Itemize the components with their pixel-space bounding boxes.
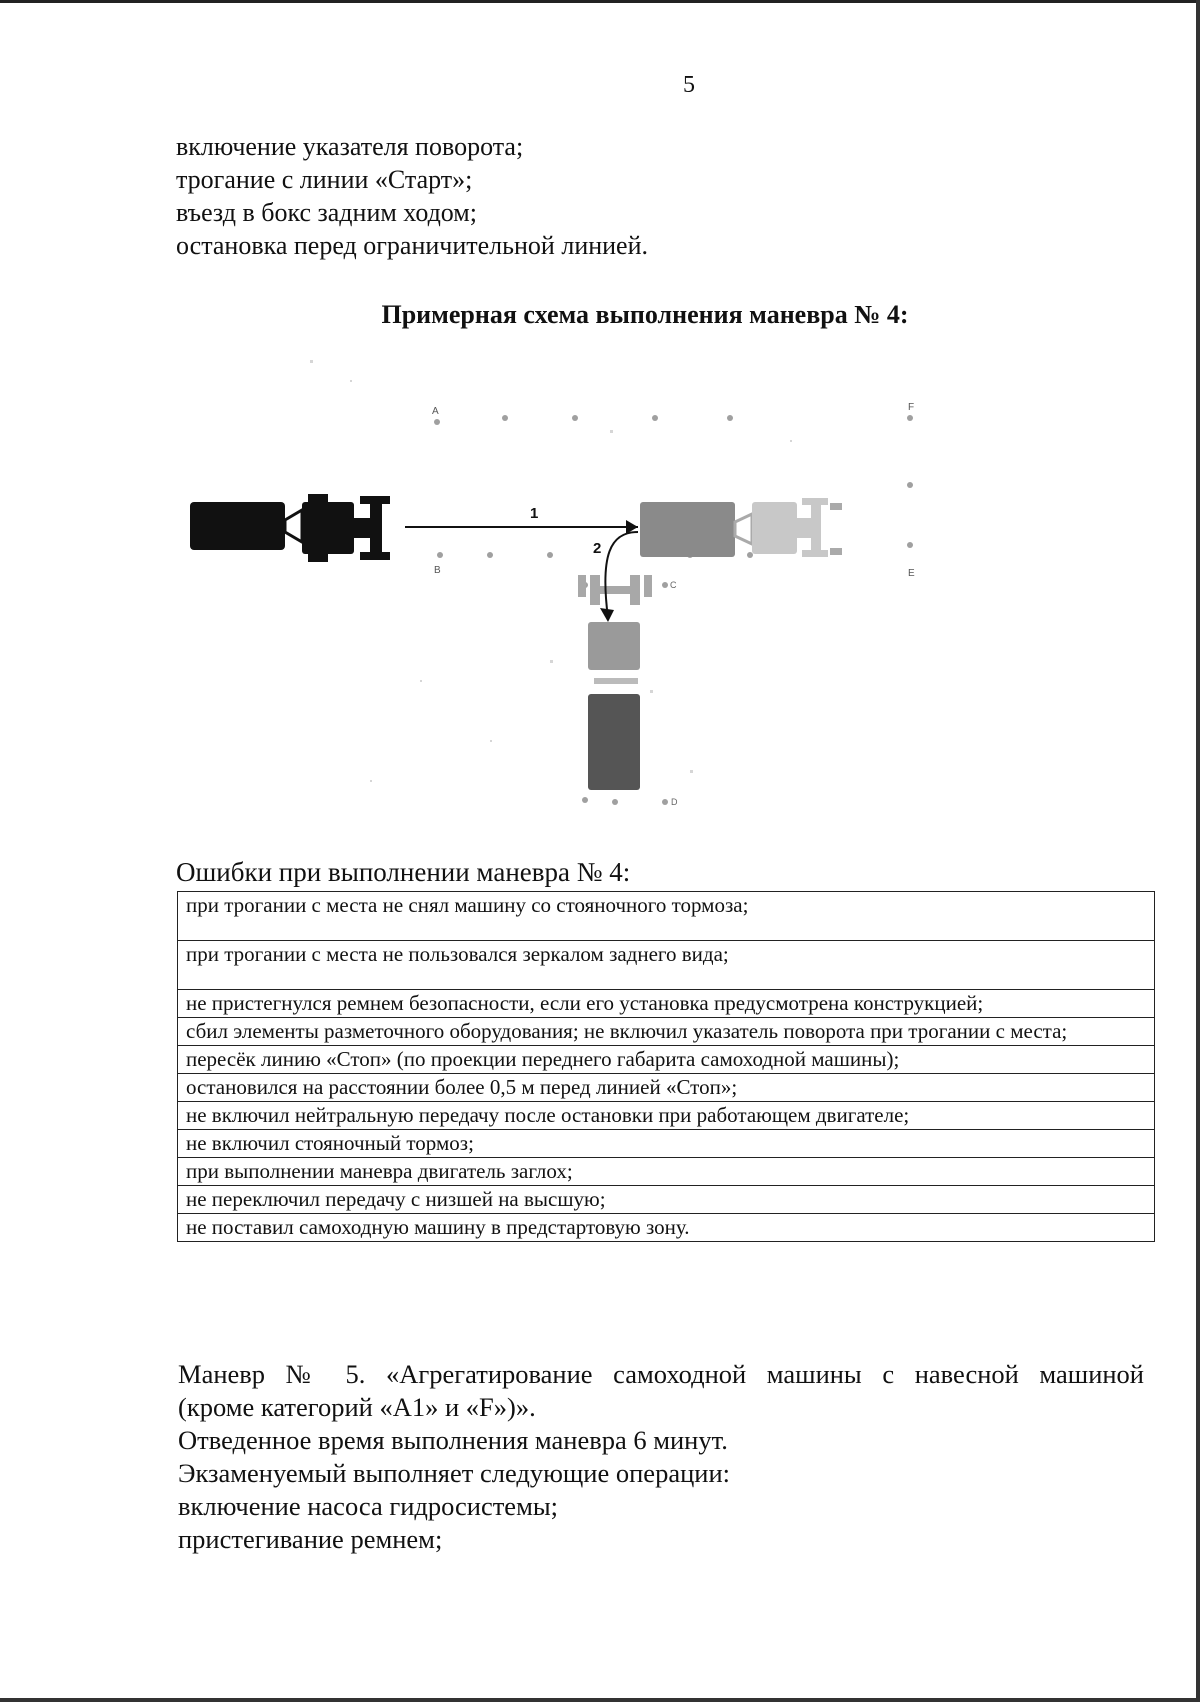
error-cell: не переключил передачу с низшей на высшую; xyxy=(178,1186,1155,1214)
table-row xyxy=(178,1186,1155,1214)
error-cell: пересёк линию «Стоп» (по проекции переднего габарита самоходной машины); xyxy=(178,1046,1155,1074)
error-cell: не пристегнулся ремнем безопасности, если его установка предусмотрена конструкцией; xyxy=(178,990,1155,1018)
path-label-2: 2 xyxy=(593,540,602,557)
error-cell: при трогании с места не пользовался зеркалом заднего вида; xyxy=(178,941,1155,990)
maneuver-5-op: включение насоса гидросистемы; xyxy=(178,1491,559,1521)
error-cell: не поставил самоходную машину в предстартовую зону. xyxy=(178,1214,1155,1242)
error-cell: при выполнении маневра двигатель заглох; xyxy=(178,1158,1155,1186)
errors-table xyxy=(177,891,1155,1242)
error-cell: не включил нейтральную передачу после остановки при работающем двигателе; xyxy=(178,1102,1155,1130)
scan-border-top xyxy=(0,0,1200,3)
intro-list xyxy=(176,130,648,262)
maneuver-5-op: пристегивание ремнем; xyxy=(178,1524,443,1554)
error-cell: остановился на расстоянии более 0,5 м перед линией «Стоп»; xyxy=(178,1074,1155,1102)
error-cell: не включил стояночный тормоз; xyxy=(178,1130,1155,1158)
intro-item: включение указателя поворота; xyxy=(176,132,524,161)
table-row xyxy=(178,1158,1155,1186)
point-label-b: B xyxy=(434,565,441,576)
error-cell: при трогании с места не снял машину со стояночного тормоза; xyxy=(178,892,1155,941)
maneuver-5-title-line1: Маневр № 5. «Агрегатирование самоходной машины с навесной машиной xyxy=(178,1359,1144,1389)
table-row xyxy=(178,1018,1155,1046)
path-label-1: 1 xyxy=(530,505,539,522)
scan-border-bottom xyxy=(0,1698,1200,1702)
maneuver-5-intro: Экзаменуемый выполняет следующие операции: xyxy=(178,1458,730,1488)
tractor-box-icon xyxy=(578,575,652,790)
error-cell: сбил элементы разметочного оборудования; не включил указатель поворота при трогании с места; xyxy=(178,1018,1155,1046)
table-row xyxy=(178,1130,1155,1158)
maneuver-5-section xyxy=(178,1358,1144,1556)
point-label-c: C xyxy=(670,580,677,590)
table-row xyxy=(178,1214,1155,1242)
tractor-end-position-icon xyxy=(640,498,842,557)
scan-border-right xyxy=(1196,0,1200,1702)
table-row xyxy=(178,990,1155,1018)
point-label-e: E xyxy=(908,568,915,579)
top-row-cones xyxy=(434,415,913,425)
point-label-d: D xyxy=(671,797,678,807)
scan-noise xyxy=(310,360,792,782)
table-row xyxy=(178,1074,1155,1102)
errors-heading: Ошибки при выполнении маневра № 4: xyxy=(176,857,631,887)
intro-item: въезд в бокс задним ходом; xyxy=(176,198,477,227)
path-arrow-1 xyxy=(405,505,638,534)
table-row xyxy=(178,1046,1155,1074)
point-label-f: F xyxy=(908,402,915,413)
maneuver-5-time: Отведенное время выполнения маневра 6 минут. xyxy=(178,1425,728,1455)
intro-item: остановка перед ограничительной линией. xyxy=(176,231,649,260)
table-row xyxy=(178,941,1155,990)
maneuver-scheme-diagram xyxy=(190,360,930,820)
scheme-title: Примерная схема выполнения маневра № 4: xyxy=(381,300,909,329)
maneuver-5-title-line2: (кроме категорий «A1» и «F»)». xyxy=(178,1392,536,1422)
point-label-a: A xyxy=(432,406,439,417)
table-row xyxy=(178,1102,1155,1130)
tractor-start-icon xyxy=(190,494,390,562)
page-number: 5 xyxy=(683,72,695,98)
intro-item: трогание с линии «Старт»; xyxy=(176,165,473,194)
table-row xyxy=(178,892,1155,941)
